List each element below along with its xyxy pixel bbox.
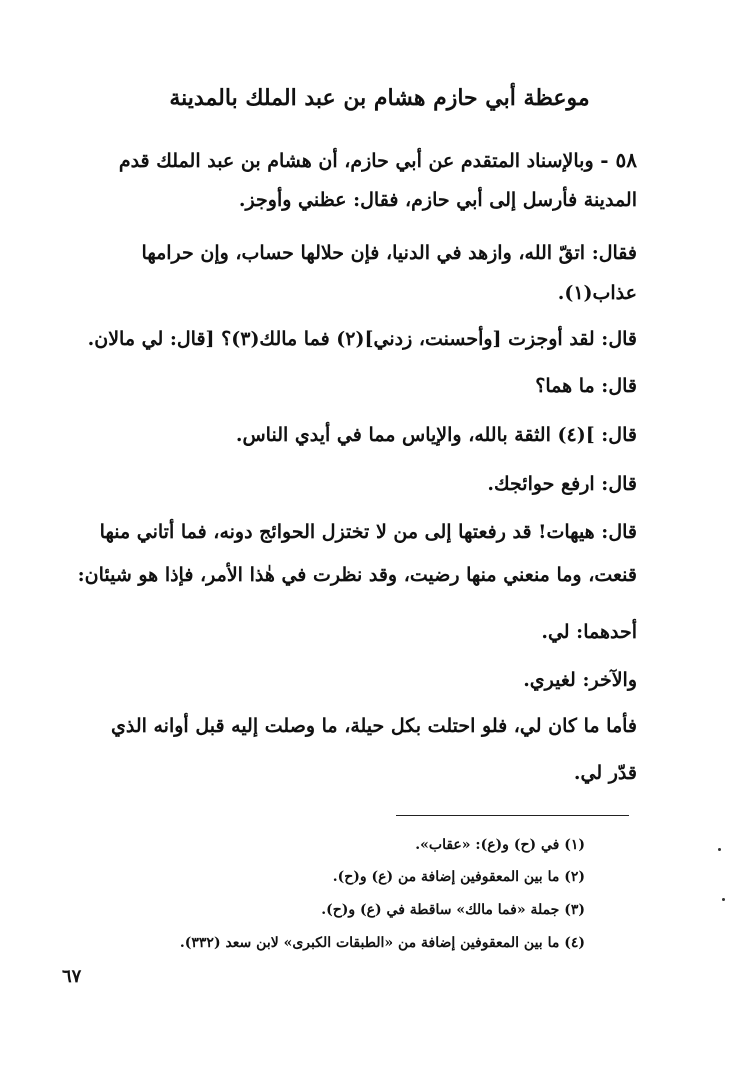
footnote-4: (٤) ما بين المعقوفين إضافة من «الطبقات الكبرى» لابن سعد (٣٣٢).	[179, 935, 585, 951]
scan-speck	[722, 898, 725, 901]
footnote-divider	[396, 815, 629, 816]
paragraph-58-line-1	[119, 146, 637, 175]
paragraph-58-line-2: المدينة فأرسل إلى أبي حازم، فقال: عظني وأوجز.	[238, 189, 637, 211]
paragraph-58-text: وبالإسناد المتقدم عن أبي حازم، أن هشام بن عبد الملك قدم	[118, 150, 594, 172]
paragraph-hayhat-line-2: قنعت، وما منعني منها رضيت، وقد نظرت في هٰذا الأمر، فإذا هو شيئان:	[77, 564, 637, 586]
paragraph-amma-line-2: قدّر لي.	[573, 762, 637, 784]
paragraph-faqal-line-1: فقال: اتقّ الله، وازهد في الدنيا، فإن حلالها حساب، وإن حرامها	[141, 242, 637, 264]
paragraph-faqal-line-2: عذاب(١).	[557, 282, 637, 304]
paragraph-number: ٥٨ -	[600, 148, 637, 172]
paragraph-amma-line-1: فأما ما كان لي، فلو احتلت بكل حيلة، ما وصلت إليه قبل أوانه الذي	[110, 715, 637, 737]
paragraph-mahuma: قال: ما هما؟	[535, 375, 637, 397]
footnote-1: (١) في (ح) و(ع): «عقاب».	[415, 837, 585, 853]
paragraph-thiqa: قال: ](٤) الثقة بالله، والإياس مما في أيدي الناس.	[235, 424, 637, 446]
paragraph-ahaduhuma: أحدهما: لي.	[541, 621, 637, 643]
scan-speck	[718, 848, 721, 851]
page-number: ٦٧	[62, 966, 82, 987]
page-title: موعظة أبي حازم هشام بن عبد الملك بالمدينة	[169, 85, 590, 111]
paragraph-laqad: قال: لقد أوجزت [وأحسنت، زدني](٢) فما مالك(٣)؟ [قال: لي مالان.	[87, 328, 637, 350]
paragraph-irfa: قال: ارفع حوائجك.	[487, 473, 637, 495]
paragraph-hayhat-line-1: قال: هيهات! قد رفعتها إلى من لا تختزل الحوائج دونه، فما أتاني منها	[99, 521, 637, 543]
footnote-3: (٣) جملة «فما مالك» ساقطة في (ع) و(ح).	[321, 902, 585, 918]
footnote-2: (٢) ما بين المعقوفين إضافة من (ع) و(ح).	[332, 869, 585, 885]
paragraph-akhar: والآخر: لغيري.	[523, 669, 637, 691]
